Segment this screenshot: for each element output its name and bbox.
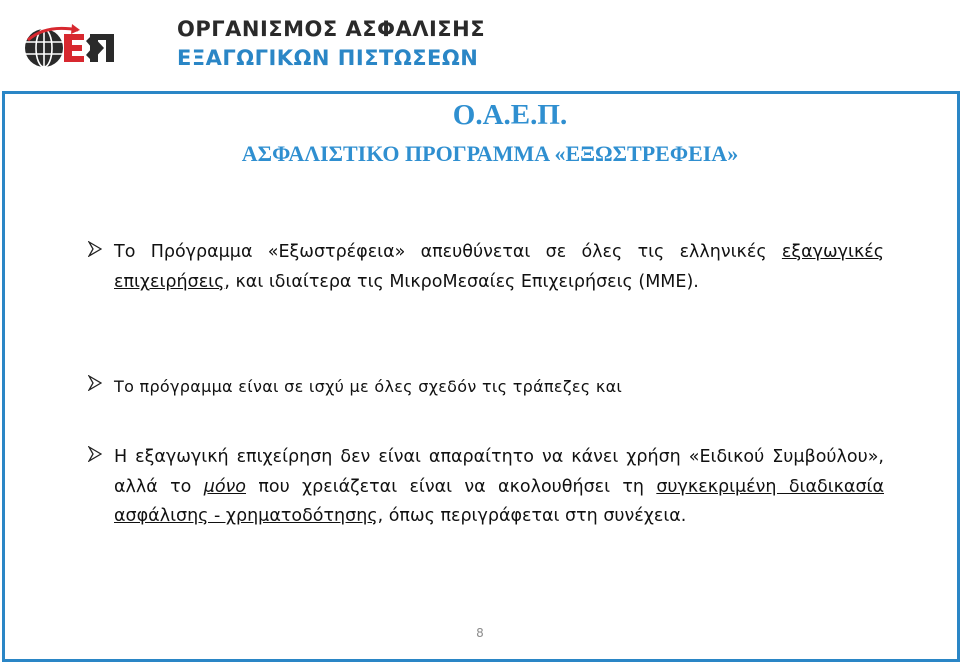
- bullet-text: [114, 238, 884, 297]
- bullet-text: [114, 443, 884, 532]
- bullet-text-part: , όπως περιγράφεται στη συνέχεια.: [377, 506, 687, 526]
- bullet-item: [88, 372, 884, 402]
- page-number: 8: [476, 626, 484, 640]
- bullet-text-emphasis: εξαγωγικές επιχειρήσεις: [114, 242, 884, 292]
- organization-name-line2: ΕΞΑΓΩΓΙΚΩΝ ΠΙΣΤΩΣΕΩΝ: [177, 46, 479, 70]
- oaep-logo: [20, 10, 486, 82]
- arrow-bullet-icon: [88, 446, 102, 462]
- bullet-item: [88, 443, 884, 532]
- bullet-text-part: Η εξαγωγική επιχείρηση δεν είναι απαραίτητο να κάνει χρήση «Ειδικού Συμβούλου», αλλά το: [114, 447, 884, 497]
- bullet-text-part: που χρειάζεται είναι να ακολουθήσει τη: [246, 476, 657, 497]
- arrow-bullet-icon: [88, 375, 102, 391]
- bullet-text: [114, 372, 884, 402]
- bullet-text-part: Το Πρόγραμμα «Εξωστρέφεια» απευθύνεται σε όλες τις ελληνικές: [114, 242, 782, 262]
- bullet-text-emphasis: συγκεκριμένη διαδικασία ασφάλισης - χρηματοδότησης: [114, 476, 885, 526]
- header: [0, 0, 960, 90]
- oaep-wordmark-logo: [20, 10, 148, 82]
- logo-letters: [64, 34, 114, 62]
- slide-title: Ο.Α.Ε.Π.: [452, 99, 568, 131]
- arrow-bullet-icon: [88, 241, 102, 257]
- bullet-item: [88, 238, 884, 297]
- bullet-text-part: , και ιδιαίτερα τις ΜικροΜεσαίες Επιχειρήσεις (ΜΜΕ).: [224, 271, 699, 292]
- bullet-text-part: Το πρόγραμμα είναι σε ισχύ με όλες σχεδόν τις τράπεζες και: [114, 377, 623, 396]
- organization-name-line1: ΟΡΓΑΝΙΣΜΟΣ ΑΣΦΑΛΙΣΗΣ: [177, 17, 486, 41]
- bullet-text-emphasis: μόνο: [203, 476, 247, 497]
- slide-subtitle: ΑΣΦΑΛΙΣΤΙΚΟ ΠΡΟΓΡΑΜΜΑ «ΕΞΩΣΤΡΕΦΕΙΑ»: [241, 141, 739, 166]
